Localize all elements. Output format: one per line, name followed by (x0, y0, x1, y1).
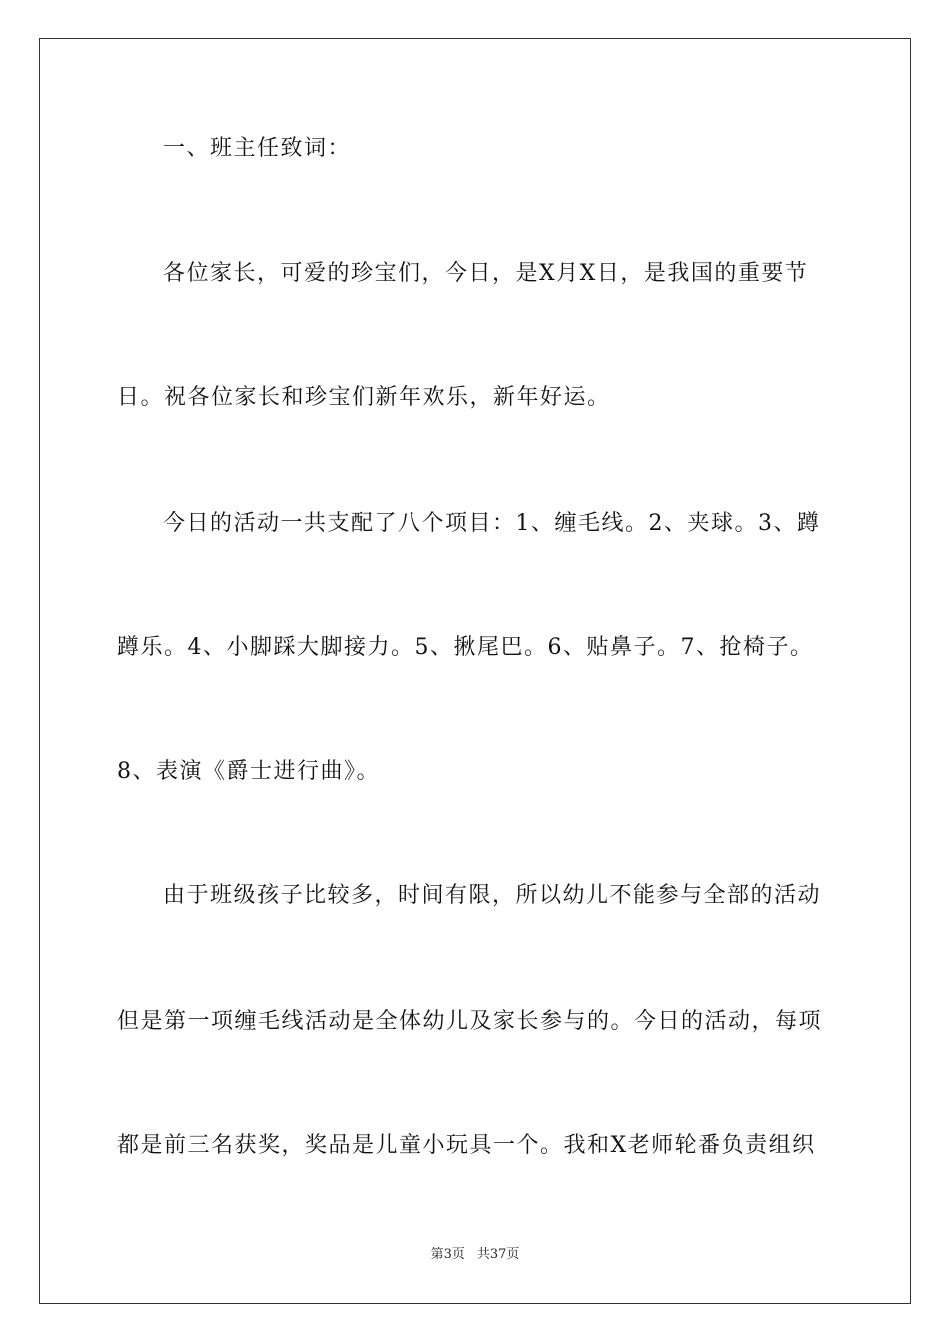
paragraph-line: 但是第一项缠毛线活动是全体幼儿及家长参与的。今日的活动，每项 (117, 1009, 823, 1034)
heading-line: 一、班主任致词： (163, 136, 352, 161)
paragraph-line: 今日的活动一共支配了八个项目：1、缠毛线。2、夹球。3、蹲 (163, 511, 821, 536)
page-number: 第3页 (430, 1247, 465, 1262)
page-total: 共37页 (476, 1247, 520, 1262)
paragraph-line: 日。祝各位家长和珍宝们新年欢乐，新年好运。 (117, 385, 611, 410)
page-border (39, 38, 911, 1304)
paragraph-line: 由于班级孩子比较多，时间有限，所以幼儿不能参与全部的活动 (163, 883, 822, 908)
paragraph-line: 各位家长，可爱的珍宝们，今日，是X月X日，是我国的重要节 (163, 261, 809, 286)
paragraph-line: 都是前三名获奖，奖品是儿童小玩具一个。我和X老师轮番负责组织 (117, 1133, 816, 1158)
page-footer (0, 1246, 950, 1264)
paragraph-line: 8、表演《爵士进行曲》。 (117, 759, 380, 784)
paragraph-line: 蹲乐。4、小脚踩大脚接力。5、揪尾巴。6、贴鼻子。7、抢椅子。 (117, 635, 814, 660)
